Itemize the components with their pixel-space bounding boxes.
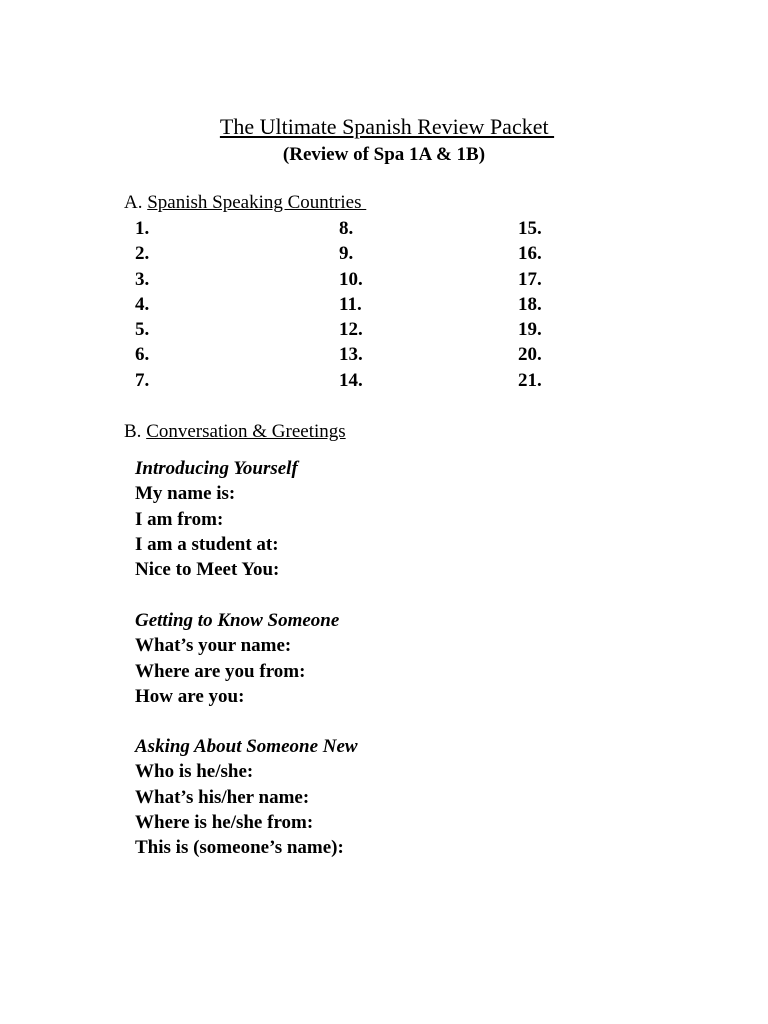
section-b-letter: B. [124, 421, 147, 442]
phrase-item: I am from: [135, 508, 224, 530]
phrase-item: Nice to Meet You: [135, 559, 280, 581]
list-number: 13. [339, 344, 363, 366]
phrase-item: Where is he/she from: [135, 811, 314, 833]
section-b-heading [124, 420, 346, 444]
list-number: 1. [135, 218, 150, 239]
section-a-letter: A. [124, 192, 148, 213]
list-number: 4. [135, 293, 150, 315]
section-a-title: Spanish Speaking Countries [147, 192, 367, 213]
list-number: 10. [339, 268, 363, 290]
phrase-group-getting-to-know [135, 608, 339, 709]
list-number: 15. [518, 218, 542, 239]
list-number: 12. [339, 319, 363, 341]
phrase-item: Who is he/she: [135, 761, 254, 783]
list-number: 11. [339, 293, 362, 315]
page-title [0, 114, 768, 140]
phrase-item: This is (someone’s name): [135, 837, 344, 859]
phrase-group-introducing [135, 456, 298, 582]
list-number: 9. [339, 243, 354, 265]
phrase-group-heading: Introducing Yourself [135, 458, 298, 479]
page-title-text: The Ultimate Spanish Review Packet [219, 114, 555, 139]
list-number: 14. [339, 369, 363, 391]
phrase-group-heading: Getting to Know Someone [135, 610, 340, 631]
countries-column-3 [518, 216, 542, 393]
list-number: 7. [135, 369, 150, 391]
list-number: 16. [518, 243, 542, 265]
list-number: 5. [135, 319, 150, 341]
list-number: 2. [135, 243, 150, 265]
list-number: 18. [518, 293, 542, 315]
section-a-heading [124, 191, 366, 215]
countries-column-2 [339, 216, 363, 393]
list-number: 3. [135, 268, 150, 290]
list-number: 19. [518, 319, 542, 341]
list-number: 20. [518, 344, 542, 366]
countries-column-1 [135, 216, 149, 393]
phrase-item: What’s his/her name: [135, 786, 310, 808]
list-number: 6. [135, 344, 150, 366]
page-subtitle: (Review of Spa 1A & 1B) [282, 144, 486, 165]
list-number: 21. [518, 369, 542, 391]
list-number: 8. [339, 218, 354, 239]
phrase-item: Where are you from: [135, 660, 306, 682]
section-b-title: Conversation & Greetings [146, 421, 346, 442]
phrase-group-heading: Asking About Someone New [135, 736, 358, 757]
phrase-group-asking-about [135, 734, 358, 860]
phrase-item: I am a student at: [135, 533, 279, 555]
phrase-item: What’s your name: [135, 635, 292, 657]
phrase-item: How are you: [135, 685, 245, 707]
list-number: 17. [518, 268, 542, 290]
phrase-item: My name is: [135, 483, 236, 505]
